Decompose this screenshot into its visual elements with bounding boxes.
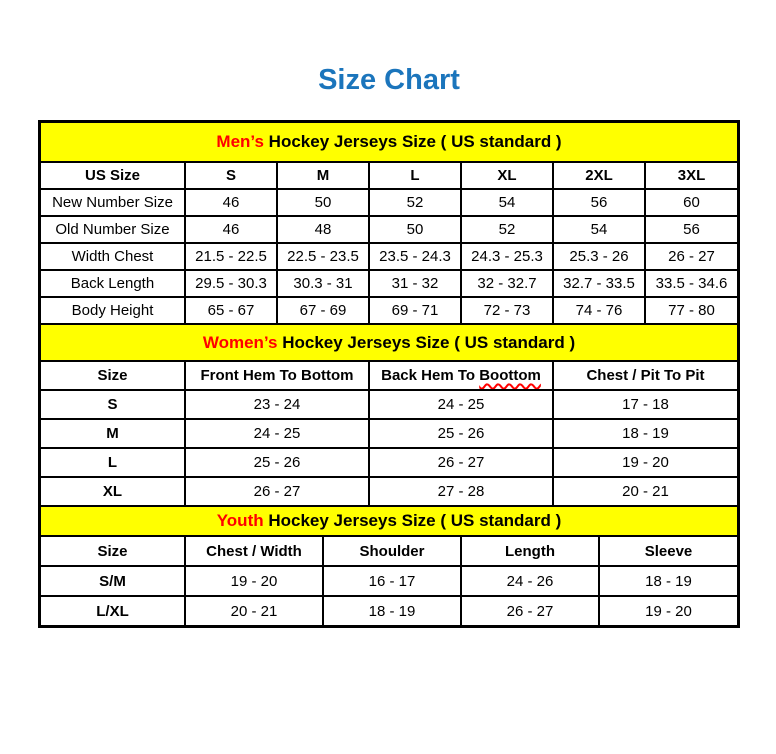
row-label: M [41, 419, 185, 448]
size-value-cell: 19 - 20 [645, 602, 692, 620]
size-value-cell: 50 [277, 189, 369, 216]
table-row [41, 270, 737, 297]
size-value-cell: 18 - 19 [323, 596, 461, 625]
column-header: 3XL [645, 163, 737, 189]
size-value-cell: 52 [461, 216, 553, 243]
table-row [41, 189, 737, 216]
size-value-cell: 19 - 20 [553, 448, 737, 477]
size-value-cell: 26 - 27 [645, 243, 737, 270]
size-value-cell: 25.3 - 26 [553, 243, 645, 270]
column-header: US Size [41, 163, 185, 189]
men-band-title [41, 123, 737, 162]
size-value-cell: 72 - 73 [461, 297, 553, 324]
size-chart-table-frame [38, 120, 740, 628]
size-value-cell: 25 - 26 [369, 419, 553, 448]
women-band-highlight: Women’s [202, 332, 278, 352]
size-value-cell: 65 - 67 [185, 297, 277, 324]
size-value-cell: 69 - 71 [369, 297, 461, 324]
row-label: L/XL [41, 596, 185, 625]
women-band-rest: Hockey Jerseys Size ( US standard ) [277, 332, 576, 352]
column-header: Length [461, 537, 599, 566]
size-value-cell: 54 [553, 216, 645, 243]
column-header: Size [41, 537, 185, 566]
size-value-cell: 16 - 17 [323, 566, 461, 596]
column-header: M [277, 163, 369, 189]
size-chart [38, 120, 740, 628]
women-size-table [41, 362, 737, 507]
table-row [41, 297, 737, 324]
size-value-cell: 18 - 19 [553, 419, 737, 448]
column-header: Chest / Width [185, 537, 323, 566]
size-value-cell: 23 - 24 [185, 390, 369, 419]
women-section-band [41, 325, 737, 362]
size-value-cell: 17 - 18 [553, 390, 737, 419]
size-value-cell: 22.5 - 23.5 [277, 243, 369, 270]
spellcheck-wavy-word: Boottom [479, 367, 541, 384]
youth-size-table [41, 537, 737, 625]
youth-band-title [41, 507, 737, 536]
column-header: Shoulder [323, 537, 461, 566]
size-value-cell: 25 - 26 [185, 448, 369, 477]
table-row [41, 477, 737, 506]
size-value-cell: 33.5 - 34.6 [645, 270, 737, 297]
size-value-cell: 18 - 19 [599, 566, 737, 596]
size-value-cell: 48 [277, 216, 369, 243]
size-value-cell: 74 - 76 [553, 297, 645, 324]
size-value-cell: 30.3 - 31 [277, 270, 369, 297]
size-value-cell: 50 [369, 216, 461, 243]
column-header: 2XL [553, 163, 645, 189]
back-hem-prefix: Back Hem To [381, 367, 480, 384]
column-header: Chest / Pit To Pit [553, 362, 737, 390]
size-value-cell: 19 - 20 [185, 566, 323, 596]
size-value-cell: 26 - 27 [369, 448, 553, 477]
women-header-row [41, 362, 737, 390]
size-value-cell: 27 - 28 [369, 477, 553, 506]
men-band-highlight: Men’s [216, 132, 264, 151]
women-band-row [41, 325, 737, 361]
size-value-cell: 32.7 - 33.5 [553, 270, 645, 297]
youth-band-row [41, 507, 737, 536]
table-row [41, 596, 737, 625]
table-row [41, 448, 737, 477]
row-label: New Number Size [41, 189, 185, 216]
table-row [41, 243, 737, 270]
column-header: L [369, 163, 461, 189]
youth-band-highlight: Youth [216, 511, 264, 530]
row-label: Back Length [41, 270, 185, 297]
size-value-cell: 20 - 21 [185, 596, 323, 625]
table-row [41, 390, 737, 419]
row-label: XL [41, 477, 185, 506]
size-value-cell: 56 [645, 216, 737, 243]
size-value-cell: 23.5 - 24.3 [369, 243, 461, 270]
size-value-cell: 29.5 - 30.3 [185, 270, 277, 297]
column-header: Front Hem To Bottom [185, 362, 369, 390]
row-label: Width Chest [41, 243, 185, 270]
size-value-cell: 67 - 69 [277, 297, 369, 324]
size-value-cell: 54 [461, 189, 553, 216]
column-header: XL [461, 163, 553, 189]
size-value-cell: 21.5 - 22.5 [185, 243, 277, 270]
size-value-cell: 32 - 32.7 [461, 270, 553, 297]
men-size-table [41, 163, 737, 325]
size-value-cell: 24 - 26 [461, 566, 599, 596]
men-band-rest: Hockey Jerseys Size ( US standard ) [263, 132, 562, 151]
row-label: S [41, 390, 185, 419]
column-header: Sleeve [599, 537, 737, 566]
column-header: Size [41, 362, 185, 390]
column-header: S [185, 163, 277, 189]
table-row [41, 566, 737, 596]
size-value-cell: 56 [553, 189, 645, 216]
row-label: S/M [41, 566, 185, 596]
size-value-cell: 46 [185, 216, 277, 243]
men-section-band [41, 123, 737, 163]
row-label: Body Height [41, 297, 185, 324]
size-value-cell: 77 - 80 [645, 297, 737, 324]
table-row [41, 419, 737, 448]
row-label: Old Number Size [41, 216, 185, 243]
size-value-cell: 31 - 32 [369, 270, 461, 297]
column-header-misspelled [369, 362, 553, 390]
table-row [41, 216, 737, 243]
youth-header-row [41, 537, 737, 566]
youth-section-band [41, 507, 737, 537]
youth-band-rest: Hockey Jerseys Size ( US standard ) [263, 511, 562, 530]
size-value-cell: 60 [645, 189, 737, 216]
size-value-cell: 26 - 27 [461, 596, 599, 625]
men-band-row [41, 123, 737, 162]
size-value-cell: 24 - 25 [185, 419, 369, 448]
page-title: Size Chart [318, 64, 460, 96]
size-value-cell: 26 - 27 [185, 477, 369, 506]
size-value-cell: 52 [369, 189, 461, 216]
women-band-title [41, 325, 737, 361]
size-value-cell: 24.3 - 25.3 [461, 243, 553, 270]
men-header-row [41, 163, 737, 189]
row-label: L [41, 448, 185, 477]
size-value-cell: 20 - 21 [553, 477, 737, 506]
size-value-cell: 24 - 25 [369, 390, 553, 419]
size-value-cell: 46 [185, 189, 277, 216]
